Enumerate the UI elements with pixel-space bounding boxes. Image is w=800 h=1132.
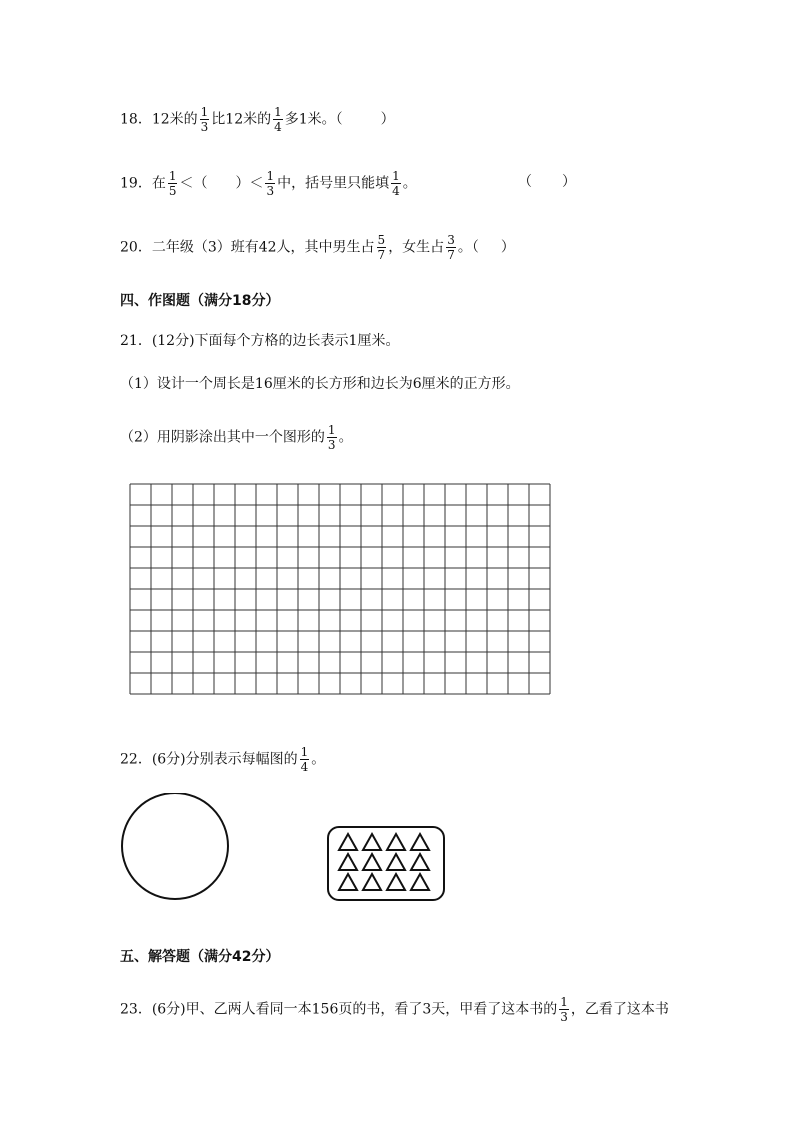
triangle [339, 874, 357, 890]
numerator: 1 [560, 995, 568, 1009]
numerator: 1 [168, 169, 177, 183]
triangle [411, 854, 429, 870]
section-heading-5: 五、解答题（满分42分） [120, 949, 280, 965]
question-18 [120, 105, 395, 134]
numerator: 5 [377, 233, 386, 247]
circle-outline [122, 793, 228, 899]
fraction-one-third [265, 169, 275, 198]
q19-open-paren: （ [518, 174, 532, 190]
triangle [387, 874, 405, 890]
fraction-one-third [327, 423, 337, 452]
fraction-five-sevenths [377, 233, 387, 262]
question-21-part-2 [120, 423, 353, 452]
q22-end: 。 [311, 751, 326, 768]
triangle [339, 854, 357, 870]
denominator: 4 [300, 760, 309, 774]
circle-figure[interactable] [118, 793, 234, 903]
denominator: 5 [168, 184, 177, 198]
denominator: 7 [377, 248, 386, 262]
triangle [411, 834, 429, 850]
q20-close-paren: ） [500, 239, 515, 256]
drawing-grid[interactable] [129, 483, 553, 698]
q20-text-a: 20．二年级（3）班有42人，其中男生占 [120, 239, 375, 256]
q20-text-b: ，女生占 [388, 239, 445, 256]
q21-part2-end: 。 [338, 429, 353, 446]
q19-close-paren: ） [562, 174, 576, 190]
fraction-one-third [200, 105, 210, 134]
q18-text-b: 比12米的 [211, 111, 272, 128]
q18-text-a: 18．12米的 [120, 111, 198, 128]
fraction-one-quarter [300, 745, 310, 774]
denominator: 4 [274, 120, 282, 134]
q19-text-a: 19．在 [120, 175, 166, 192]
q19-text-e: 。 [402, 175, 417, 192]
triangle [363, 874, 381, 890]
fraction-one-quarter [273, 105, 283, 134]
question-20 [120, 233, 515, 262]
question-23 [120, 995, 669, 1024]
q18-close-paren: ） [380, 111, 395, 128]
triangles-figure[interactable] [326, 826, 446, 902]
denominator: 3 [560, 1010, 568, 1024]
denominator: 4 [392, 184, 400, 198]
triangle [387, 854, 405, 870]
q19-text-c: ）＜ [235, 175, 264, 192]
numerator: 1 [200, 105, 209, 119]
fraction-one-fifth [168, 169, 178, 198]
q21-part2-text: （2）用阴影涂出其中一个图形的 [120, 429, 325, 446]
denominator: 3 [200, 120, 209, 134]
q18-text-c: 多1米。（ [284, 111, 343, 128]
question-21-part-1: （1）设计一个周长是16厘米的长方形和边长为6厘米的正方形。 [120, 376, 520, 392]
fraction-one-quarter [391, 169, 401, 198]
question-19 [120, 169, 417, 198]
triangle [387, 834, 405, 850]
denominator: 3 [266, 184, 275, 198]
numerator: 1 [266, 169, 275, 183]
question-22 [120, 745, 325, 774]
numerator: 3 [447, 233, 455, 247]
q23-end: ，乙看了这本书 [570, 1001, 669, 1018]
triangle [339, 834, 357, 850]
triangle [411, 874, 429, 890]
question-21-stem: 21．(12分)下面每个方格的边长表示1厘米。 [120, 333, 400, 349]
denominator: 3 [327, 438, 336, 452]
fraction-one-third [559, 995, 569, 1024]
q19-text-d: 中，括号里只能填 [277, 175, 390, 192]
numerator: 1 [274, 105, 282, 119]
q20-text-c: 。（ [457, 239, 479, 256]
numerator: 1 [327, 423, 336, 437]
numerator: 1 [392, 169, 400, 183]
q22-text: 22．(6分)分别表示每幅图的 [120, 751, 298, 768]
denominator: 7 [447, 248, 455, 262]
triangle [363, 834, 381, 850]
fraction-three-sevenths [446, 233, 456, 262]
q19-answer-parens[interactable] [518, 172, 576, 192]
q23-text: 23．(6分)甲、乙两人看同一本156页的书，看了3天，甲看了这本书的 [120, 1001, 558, 1018]
numerator: 1 [300, 745, 309, 759]
q19-text-b: ＜（ [179, 175, 208, 192]
section-heading-4: 四、作图题（满分18分） [120, 293, 280, 309]
triangle [363, 854, 381, 870]
